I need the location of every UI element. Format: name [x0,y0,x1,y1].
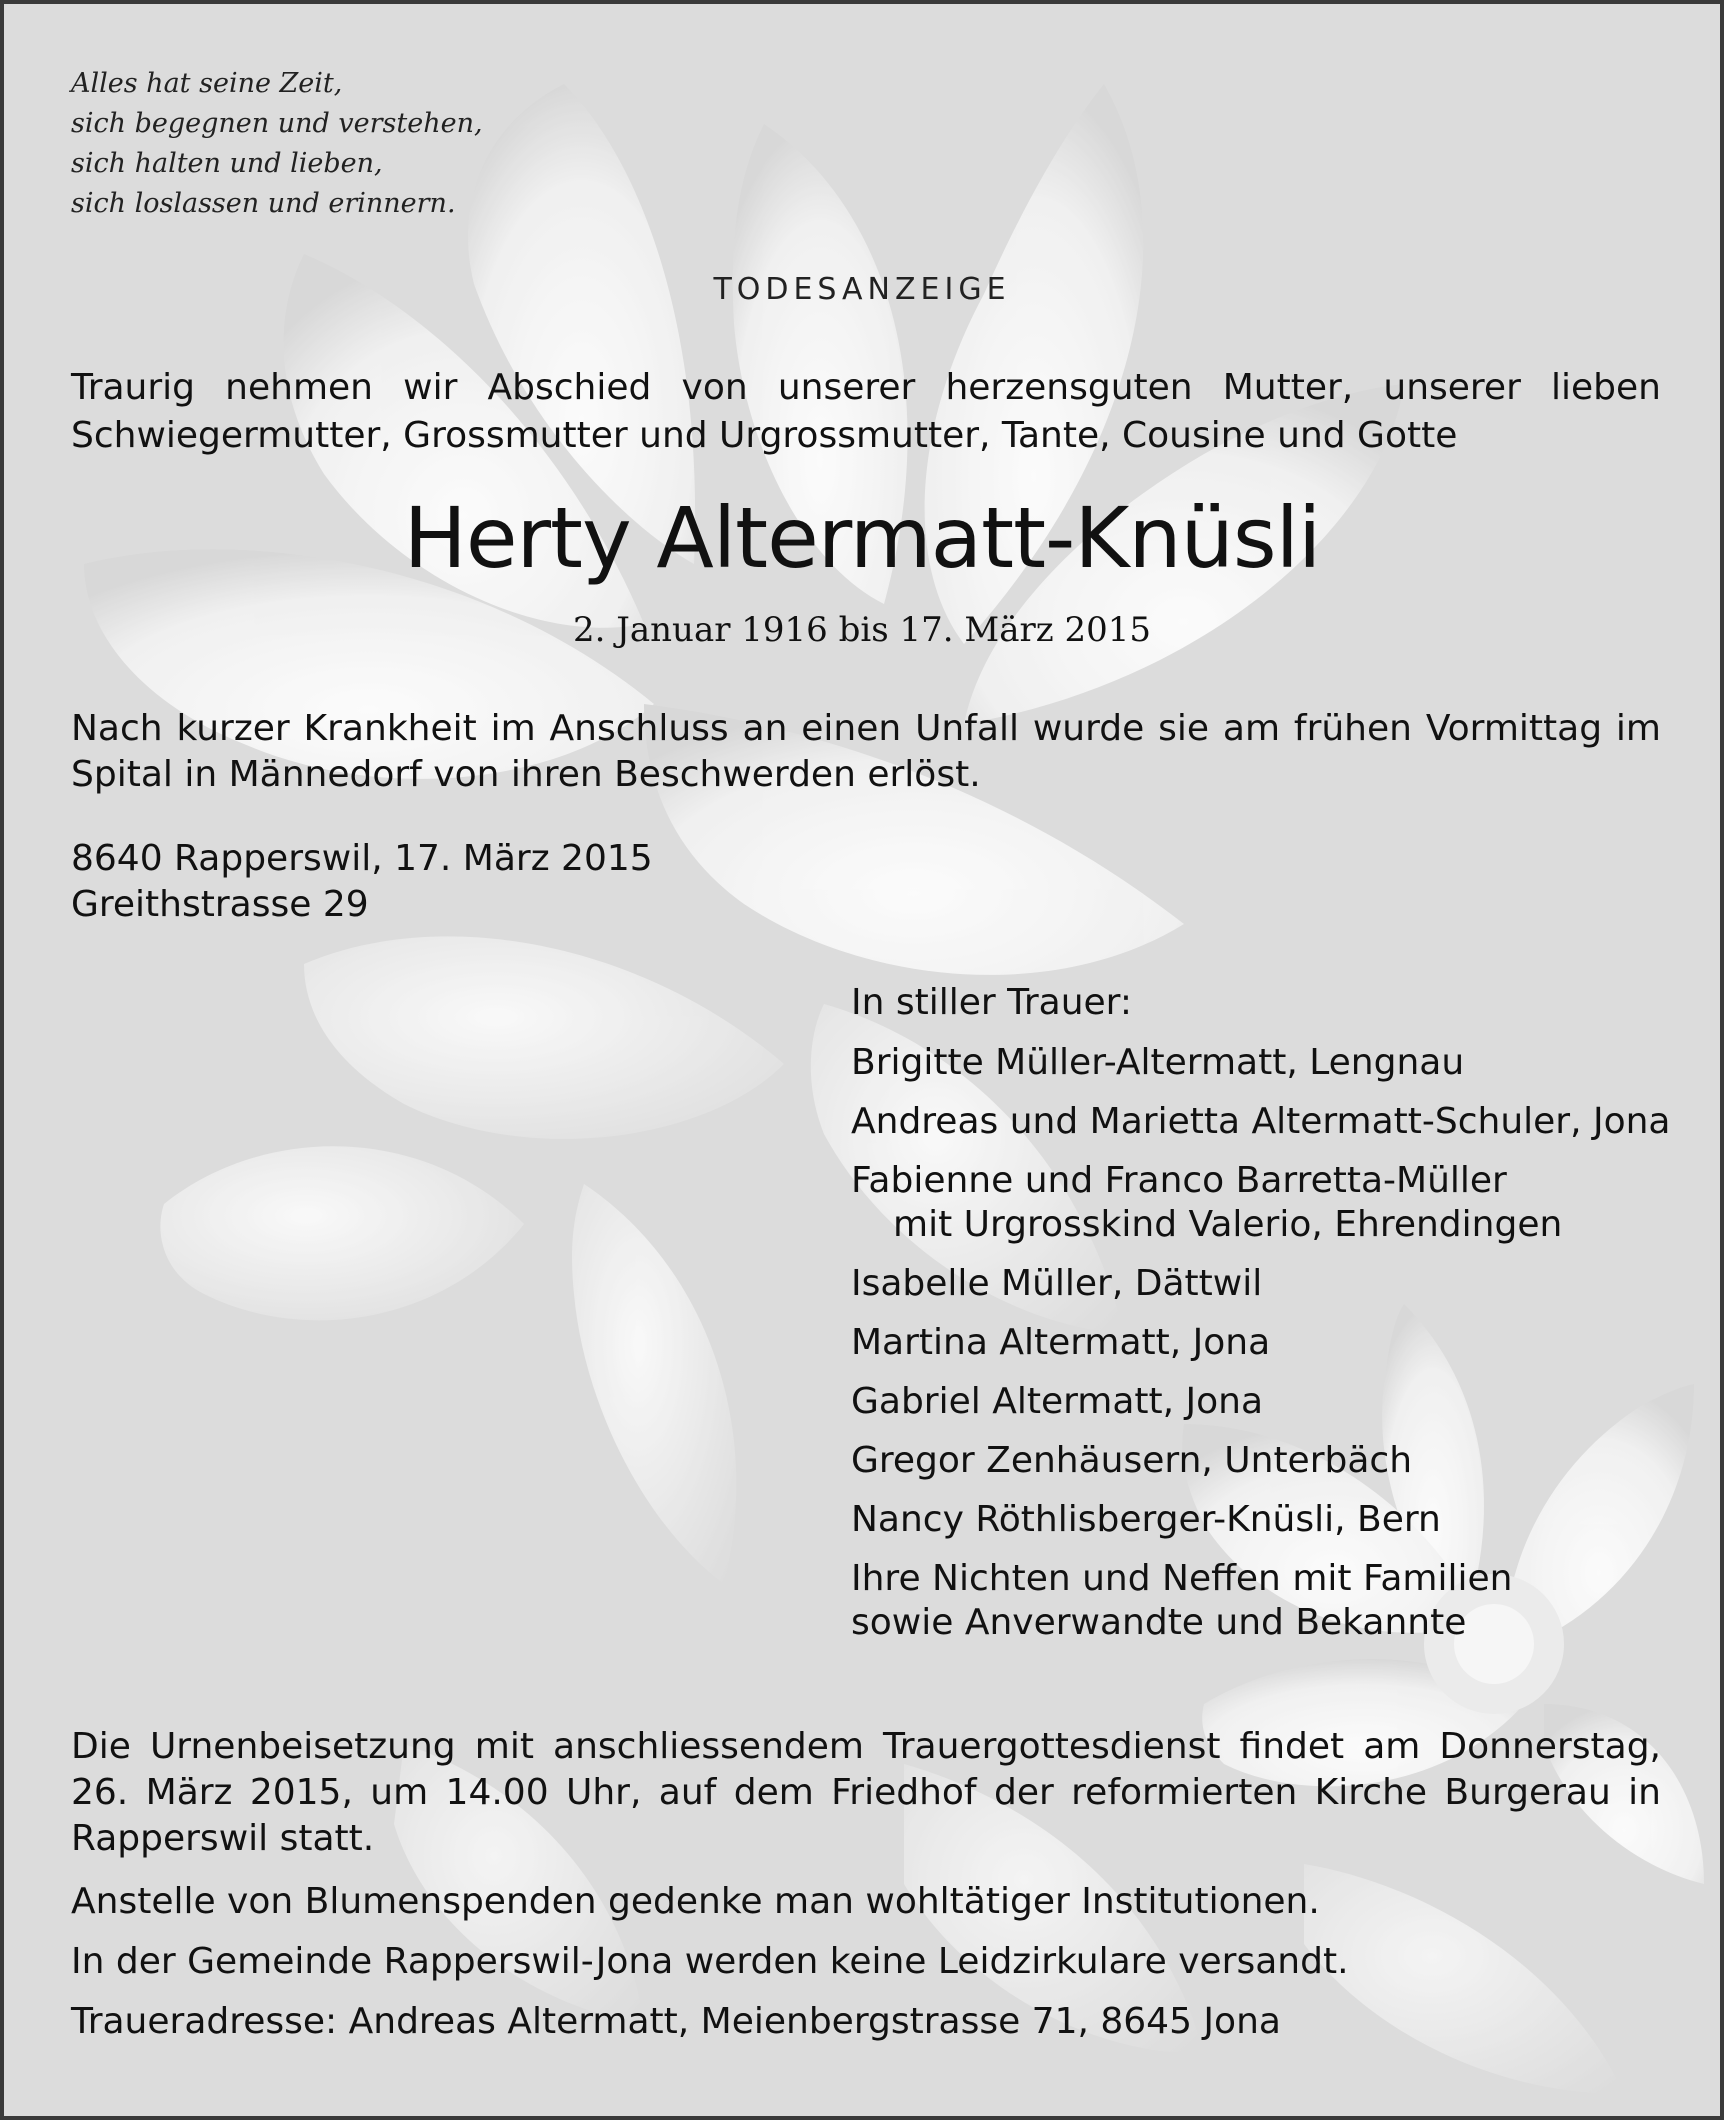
mourner-item: Martina Altermatt, Jona [851,1322,1271,1363]
life-dates: 2. Januar 1916 bis 17. März 2015 [573,610,1151,650]
mourners-title: In stiller Trauer: [851,982,1132,1023]
motto-line: Alles hat seine Zeit, [71,68,343,99]
mourner-item: Fabienne und Franco Barretta-Müller [851,1160,1507,1201]
flowers-note: Anstelle von Blumenspenden gedenke man wohltätiger Institutionen. [71,1881,1320,1922]
intro-text: Traurig nehmen wir Abschied von unserer herzensguten Mutter, unserer lieben Schwiegermutter, Grossmutter und Urgrossmutter, Tante, Cousine und Gotte [71,367,1661,456]
address-line-street: Greithstrasse 29 [71,884,369,925]
mourners-list [851,981,1671,1660]
mourner-item: Brigitte Müller-Altermatt, Lengnau [851,1042,1465,1083]
illness-paragraph: Nach kurzer Krankheit im Anschluss an einen Unfall wurde sie am frühen Vormittag im Spital in Männedorf von ihren Beschwerden erlöst. [71,708,1661,795]
mourner-item-continued: sowie Anverwandte und Bekannte [851,1602,1467,1643]
motto-line: sich begegnen und verstehen, [71,108,483,139]
mourner-item: Gregor Zenhäusern, Unterbäch [851,1440,1413,1481]
motto-verse [71,64,483,224]
notice-heading: TODESANZEIGE [713,272,1011,307]
motto-line: sich halten und lieben, [71,148,383,179]
family-address [71,836,653,928]
mourner-item: Ihre Nichten und Neffen mit Familien [851,1558,1513,1599]
notice-content [4,4,1720,2116]
mourning-address: Traueradresse: Andreas Altermatt, Meienbergstrasse 71, 8645 Jona [71,2001,1281,2042]
mourner-item: Nancy Röthlisberger-Knüsli, Bern [851,1499,1441,1540]
mourner-item: Isabelle Müller, Dättwil [851,1263,1263,1304]
address-line-place-date: 8640 Rapperswil, 17. März 2015 [71,838,653,879]
mourner-item: Andreas und Marietta Altermatt-Schuler, Jona [851,1101,1671,1142]
funeral-paragraph: Die Urnenbeisetzung mit anschliessendem Trauergottesdienst findet am Donnerstag, 26. März 2015, um 14.00 Uhr, auf dem Friedhof der reformierten Kirche Burgerau in Rapperswil statt. [71,1726,1661,1859]
closing-notes [71,1879,1349,2059]
deceased-name: Herty Altermatt-Knüsli [403,489,1321,587]
circulars-note: In der Gemeinde Rapperswil-Jona werden keine Leidzirkulare versandt. [71,1941,1349,1982]
mourner-item-continued: mit Urgrosskind Valerio, Ehrendingen [893,1204,1563,1245]
mourner-item: Gabriel Altermatt, Jona [851,1381,1264,1422]
motto-line: sich loslassen und erinnern. [71,188,456,219]
